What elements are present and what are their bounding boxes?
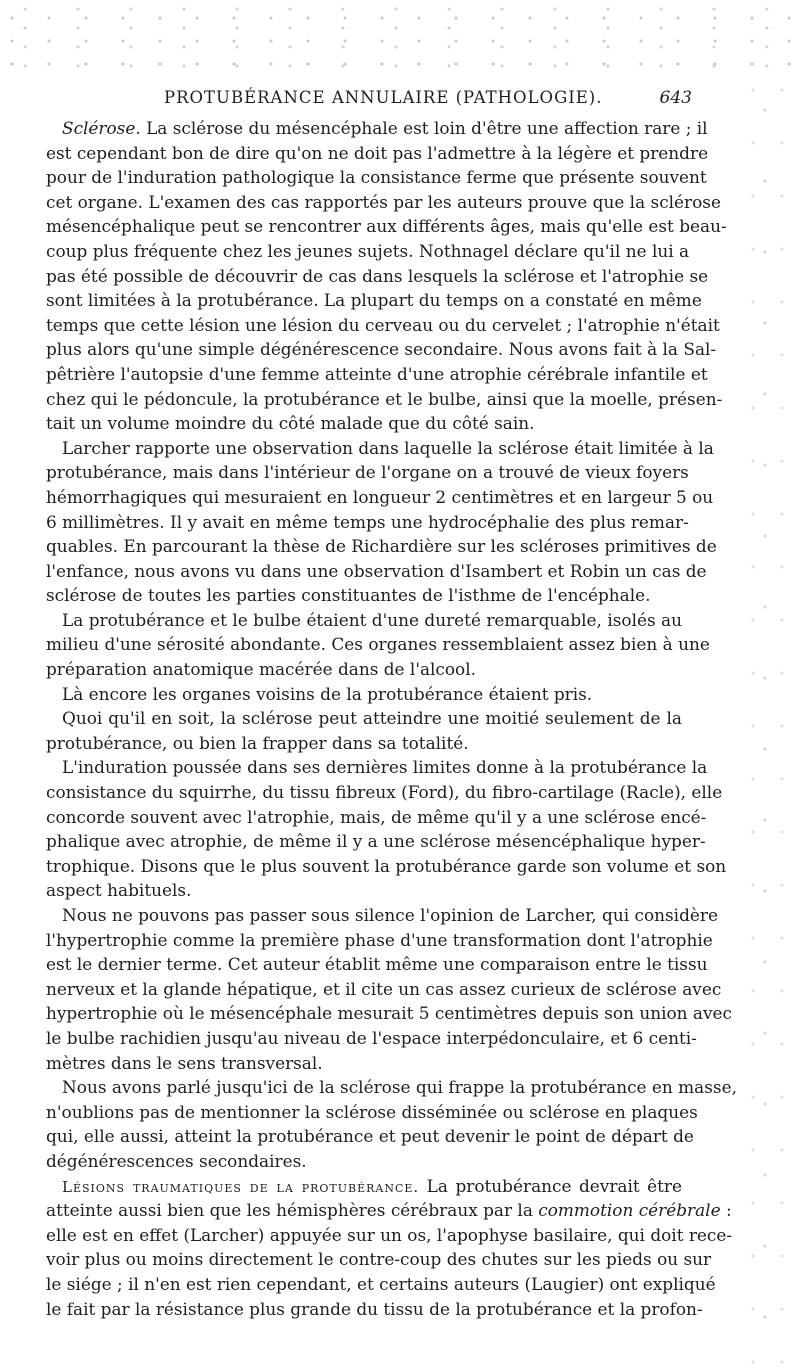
text-line: La protubérance et le bulbe étaient d'une dureté remarquable, isolés au [62, 609, 682, 630]
text-line: est le dernier terme. Cet auteur établit même une comparaison entre le tissu [46, 954, 708, 975]
text-line: plus alors qu'une simple dégénérescence secondaire. Nous avons fait à la Sal- [46, 339, 717, 360]
text-line: trophique. Disons que le plus souvent la protubérance garde son volume et son [46, 855, 727, 876]
text-line: coup plus fréquente chez les jeunes sujets. Nothnagel déclare qu'il ne lui a [46, 240, 690, 261]
page-number: 643 [659, 88, 692, 108]
text-line: concorde souvent avec l'atrophie, mais, de même qu'il y a une sclérose encé- [46, 806, 707, 827]
text-line: mètres dans le sens transversal. [46, 1052, 323, 1073]
text-line: 6 millimètres. Il y avait en même temps une hydrocéphalie des plus remar- [46, 511, 689, 532]
text-line: elle est en effet (Larcher) appuyée sur un os, l'apophyse basilaire, qui doit rece- [46, 1224, 733, 1245]
text-line: est cependant bon de dire qu'on ne doit pas l'admettre à la légère et prendre [46, 142, 709, 163]
scan-noise-top [0, 0, 800, 80]
text-line: atteinte aussi bien que les hémisphères cérébraux par la commotion cérébrale : [46, 1200, 732, 1221]
text-line: L'induration poussée dans ses dernières limites donne à la protubérance la [62, 757, 708, 778]
text-line: qui, elle aussi, atteint la protubérance et peut devenir le point de départ de [46, 1126, 694, 1147]
text-line: n'oublions pas de mentionner la sclérose disséminée ou sclérose en plaques [46, 1101, 698, 1122]
text-line: sont limitées à la protubérance. La plupart du temps on a constaté en même [46, 290, 702, 311]
text-line: Lésions traumatiques de la protubérance. La protubérance devrait être [62, 1175, 682, 1196]
text-line: chez qui le pédoncule, la protubérance et le bulbe, ainsi que la moelle, présen- [46, 388, 723, 409]
text-line: le siége ; il n'en est rien cependant, et certains auteurs (Laugier) ont expliqué [46, 1273, 716, 1294]
text-line: Nous ne pouvons pas passer sous silence l'opinion de Larcher, qui considère [62, 905, 718, 925]
text-line: hypertrophie où le mésencéphale mesurait 5 centimètres depuis son union avec [46, 1003, 732, 1024]
text-line: pour de l'induration pathologique la consistance ferme que présente souvent [46, 167, 707, 188]
text-line: voir plus ou moins directement le contre-coup des chutes sur les pieds ou sur [46, 1249, 712, 1270]
text-line: pêtrière l'autopsie d'une femme atteinte d'une atrophie cérébrale infantile et [46, 363, 708, 384]
text-line: nerveux et la glande hépatique, et il cite un cas assez curieux de sclérose avec [46, 978, 722, 999]
text-line: hémorrhagiques qui mesuraient en longueur 2 centimètres et en largeur 5 ou [46, 486, 714, 507]
text-line: l'enfance, nous avons vu dans une observation d'Isambert et Robin un cas de [46, 560, 707, 581]
text-line: protubérance, ou bien la frapper dans sa totalité. [46, 732, 469, 753]
scan-noise-right-margin [745, 80, 800, 1370]
running-title: PROTUBÉRANCE ANNULAIRE (PATHOLOGIE). [164, 88, 603, 107]
text-line: consistance du squirrhe, du tissu fibreux (Ford), du fibro-cartilage (Racle), elle [46, 782, 723, 803]
text-line: milieu d'une sérosité abondante. Ces organes ressemblaient assez bien à une [46, 634, 710, 655]
text-line: Sclérose. La sclérose du mésencéphale est loin d'être une affection rare ; il [62, 118, 708, 138]
text-line: dégénérescences secondaires. [46, 1150, 307, 1171]
text-line: mésencéphalique peut se rencontrer aux différents âges, mais qu'elle est beau- [46, 216, 727, 237]
text-line: le fait par la résistance plus grande du tissu de la protubérance et la profon- [46, 1298, 703, 1319]
text-line: sclérose de toutes les parties constituantes de l'isthme de l'encéphale. [46, 585, 651, 606]
text-line: préparation anatomique macérée dans de l'alcool. [46, 659, 477, 680]
text-line: pas été possible de découvrir de cas dans lesquels la sclérose et l'atrophie se [46, 265, 709, 286]
text-line: aspect habituels. [46, 880, 192, 901]
text-line: tait un volume moindre du côté malade que du côté sain. [46, 413, 535, 434]
text-line: cet organe. L'examen des cas rapportés par les auteurs prouve que la sclérose [46, 191, 721, 212]
text-line: protubérance, mais dans l'intérieur de l'organe on a trouvé de vieux foyers [46, 462, 689, 483]
text-line: l'hypertrophie comme la première phase d'une transformation dont l'atrophie [46, 929, 713, 950]
text-line: quables. En parcourant la thèse de Richardière sur les scléroses primitives de [46, 536, 717, 557]
text-line: temps que cette lésion une lésion du cerveau ou du cervelet ; l'atrophie n'était [46, 314, 720, 335]
running-head [52, 88, 692, 110]
text-line: Là encore les organes voisins de la protubérance étaient pris. [62, 683, 593, 704]
text-line: phalique avec atrophie, de même il y a une sclérose mésencéphalique hyper- [46, 831, 706, 852]
text-line: Quoi qu'il en soit, la sclérose peut atteindre une moitié seulement de la [62, 708, 682, 729]
text-line: Larcher rapporte une observation dans laquelle la sclérose était limitée à la [62, 437, 714, 458]
text-line: Nous avons parlé jusqu'ici de la sclérose qui frappe la protubérance en masse, [62, 1077, 737, 1098]
body-text [46, 116, 737, 1321]
text-line: le bulbe rachidien jusqu'au niveau de l'espace interpédonculaire, et 6 centi- [46, 1027, 697, 1048]
